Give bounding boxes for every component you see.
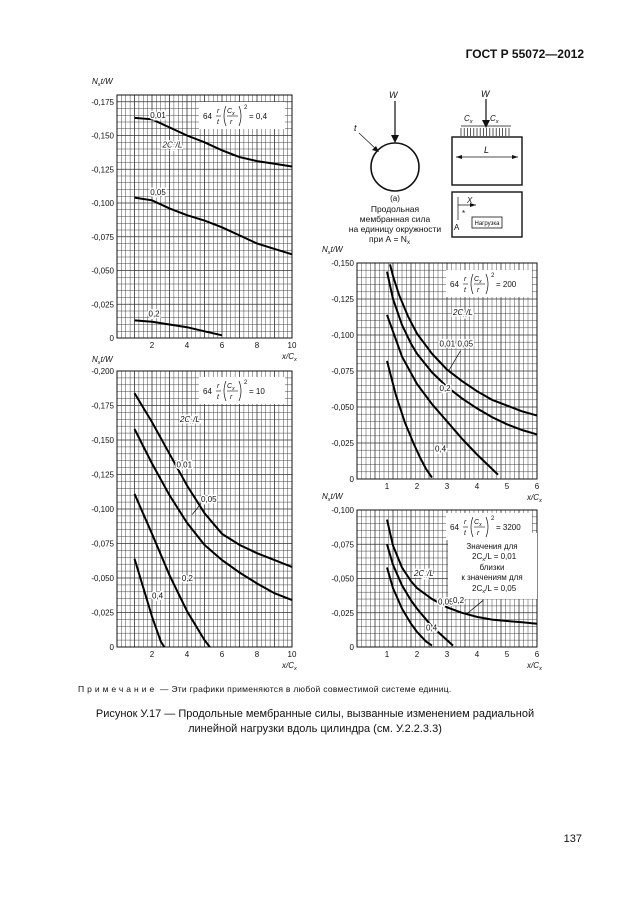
panel-note-line: близки (479, 563, 505, 572)
c-label-left: $C_x$ (464, 114, 473, 125)
formula-coef: 64 (203, 387, 212, 396)
curve-key-label: $2C_x/L$ (414, 568, 434, 580)
length-arrow-left (456, 155, 462, 159)
curve-label: 0,05 (457, 339, 474, 349)
x-tick-label: 6 (219, 650, 225, 659)
x-axis-title: $x/C_x$ (282, 661, 297, 672)
x-tick-label: 8 (254, 650, 260, 659)
formula-cx: $C_x$ (227, 383, 235, 392)
formula-cx: $C_x$ (474, 519, 482, 528)
formula-exp: 2 (491, 273, 495, 279)
formula-r-2: r (477, 530, 480, 537)
formula-coef: 64 (203, 112, 212, 121)
sketch-caption-nx: при $А = N_x$ (369, 234, 410, 246)
x-tick-label: 2 (149, 341, 155, 350)
y-tick-label: -0,025 (331, 608, 354, 618)
panel-note-line: $2C_x/L = 0,05$ (472, 584, 517, 595)
x-tick-label: 4 (474, 482, 480, 491)
thickness-leader (359, 133, 377, 150)
point-a-label: A (454, 223, 460, 232)
y-tick-label: 0 (109, 643, 114, 652)
sketch-caption-line: Продольная (370, 204, 420, 214)
formula-value: = 10 (249, 387, 265, 396)
x-tick-label: 1 (384, 650, 390, 659)
curve-label: 0,2 (453, 596, 465, 606)
curve-label: 0,01 (439, 339, 456, 349)
grid (117, 371, 292, 647)
x-axis-title: $x/C_x$ (282, 352, 297, 363)
page-number: 137 (563, 833, 582, 845)
formula-cx: $C_x$ (227, 108, 235, 117)
formula-value: = 200 (496, 280, 517, 289)
y-tick-label: -0,175 (91, 401, 114, 411)
x-tick-label: 8 (254, 341, 260, 350)
curve-label: 0,2 (181, 573, 193, 583)
formula-value: = 0,4 (249, 112, 268, 121)
y-axis-title: $N_xt/W$ (322, 492, 343, 503)
y-axis-title: $N_xt/W$ (322, 245, 343, 256)
note-text: — Эти графики применяются в любой совместимой системе единиц. (157, 684, 452, 694)
force-arrow-head (391, 135, 399, 143)
formula-r-2: r (230, 119, 233, 126)
y-tick-label: -0,050 (331, 574, 354, 584)
x-tick-label: 2 (149, 650, 155, 659)
y-tick-label: -0,150 (91, 131, 114, 141)
figure-caption (60, 707, 570, 737)
length-arrow-right (512, 155, 518, 159)
curve-key-label: $2C_x/L$ (180, 415, 200, 427)
x-tick-label: 3 (444, 650, 450, 659)
y-tick-label: -0,100 (91, 505, 114, 514)
formula-coef: 64 (450, 280, 459, 289)
panel-note-line: Значения для (466, 542, 518, 551)
y-tick-label: -0,050 (331, 403, 354, 412)
x-axis-title: $x/C_x$ (527, 661, 542, 672)
force-label: W (389, 90, 398, 100)
side-force-head (482, 120, 490, 128)
y-axis-title: $N_xt/W$ (92, 355, 113, 366)
y-tick-label: -0,100 (91, 199, 114, 208)
formula-exp: 2 (491, 516, 495, 522)
y-tick-label: -0,050 (91, 574, 114, 583)
y-tick-label: 0 (349, 643, 354, 652)
y-tick-label: -0,075 (331, 367, 354, 376)
x-tick-label: 1 (384, 482, 390, 491)
x-tick-label: 4 (474, 650, 480, 659)
x-tick-label: 3 (444, 482, 450, 491)
formula-r: r (217, 383, 220, 390)
x-tick-label: 4 (184, 650, 190, 659)
standard-code: ГОСТ Р 55072—2012 (465, 47, 584, 61)
curve-label: 0,2 (148, 309, 160, 319)
cylinder-sketch (349, 89, 522, 246)
cross-section-circle (371, 143, 419, 191)
note-lead: Примечание (78, 684, 158, 694)
curve-key-label: $2C_x/L$ (453, 307, 473, 319)
formula-t: t (217, 119, 219, 126)
x-tick-label: 5 (504, 650, 510, 659)
panel-note-line: к значениям для (461, 573, 523, 582)
leader-line (449, 351, 461, 371)
curve-label: 0,2 (439, 384, 451, 394)
panel-note-line: $2C_x/L = 0,01$ (472, 552, 517, 563)
x-dimension-label: X (467, 196, 473, 205)
y-tick-label: 0 (109, 334, 114, 343)
formula-r: r (217, 108, 220, 115)
grid (117, 95, 292, 338)
y-tick-label: -0,175 (91, 97, 114, 107)
y-tick-label: -0,075 (91, 232, 114, 242)
chart-top-right (322, 245, 543, 504)
caption-line-2: линейной нагрузки вдоль цилиндра (см. У.2.2.3.3) (188, 723, 442, 735)
x-tick-label: 2 (414, 650, 420, 659)
c-label-right: $C_x$ (490, 114, 499, 125)
y-tick-label: -0,150 (331, 259, 354, 268)
y-tick-label: -0,200 (91, 367, 114, 376)
curve-key-label: $2C_x/L$ (162, 140, 183, 152)
curve-label: 0,01 (176, 460, 193, 470)
side-force-label: W (481, 89, 490, 99)
curve-label: 0,05 (438, 597, 454, 607)
sketch-caption-line: на единицу окружности (348, 224, 442, 234)
y-tick-label: -0,025 (331, 439, 354, 448)
formula-r-2: r (477, 287, 480, 294)
thickness-label: t (354, 123, 357, 133)
series-line (135, 494, 210, 647)
formula-coef: 64 (450, 523, 459, 532)
chart-bottom-left (91, 355, 298, 672)
y-tick-label: 0 (349, 475, 354, 484)
caption-line-1: Рисунок У.17 — Продольные мембранные силы, вызванные изменением радиальной (95, 708, 535, 720)
load-patch-label: Нагрузка (474, 221, 500, 227)
y-tick-label: -0,025 (91, 300, 114, 310)
formula-r-2: r (230, 394, 233, 401)
y-tick-label: -0,125 (331, 295, 354, 304)
x-tick-label: 5 (504, 482, 510, 491)
formula-t: t (464, 530, 466, 537)
curve-label: 0,4 (435, 444, 447, 454)
y-tick-label: -0,075 (331, 540, 354, 550)
y-tick-label: -0,100 (331, 506, 354, 515)
curve-label: 0,05 (150, 187, 166, 197)
leader-line (467, 600, 484, 614)
formula-value: = 3200 (496, 523, 521, 532)
y-tick-label: -0,100 (331, 331, 354, 340)
x-tick-label: 4 (184, 341, 190, 350)
point-a-mark: * (462, 209, 466, 218)
formula-exp: 2 (244, 380, 248, 386)
y-tick-label: -0,125 (91, 165, 114, 175)
formula-r: r (464, 276, 467, 283)
x-tick-label: 6 (219, 341, 225, 350)
y-tick-label: -0,125 (91, 470, 114, 480)
x-tick-label: 2 (414, 482, 420, 491)
formula-cx: $C_x$ (474, 276, 482, 285)
y-tick-label: -0,025 (91, 608, 114, 618)
y-tick-label: -0,150 (91, 436, 114, 445)
sketch-caption-line: мембранная сила (359, 214, 431, 224)
formula-t: t (217, 394, 219, 401)
formula-r: r (464, 519, 467, 526)
figure-note (78, 684, 452, 694)
formula-t: t (464, 287, 466, 294)
y-axis-title: $N_xt/W$ (92, 77, 113, 88)
y-tick-label: -0,050 (91, 266, 114, 276)
curve-label: 0,4 (426, 623, 438, 633)
chart-top-left (91, 77, 298, 363)
x-tick-label: 6 (534, 650, 540, 659)
x-axis-title: $x/C_x$ (527, 493, 542, 504)
chart-bottom-right (322, 492, 543, 672)
curve-label: 0,4 (152, 591, 164, 601)
curve-label: 0,01 (150, 110, 166, 120)
x-tick-label: 10 (287, 650, 297, 659)
x-tick-label: 10 (287, 341, 297, 350)
y-tick-label: -0,075 (91, 539, 114, 549)
x-tick-label: 6 (534, 482, 540, 491)
formula-exp: 2 (244, 105, 248, 111)
sketch-sub-label: (а) (390, 194, 400, 203)
curve-label: 0,05 (201, 495, 217, 505)
length-label: L (484, 145, 490, 155)
